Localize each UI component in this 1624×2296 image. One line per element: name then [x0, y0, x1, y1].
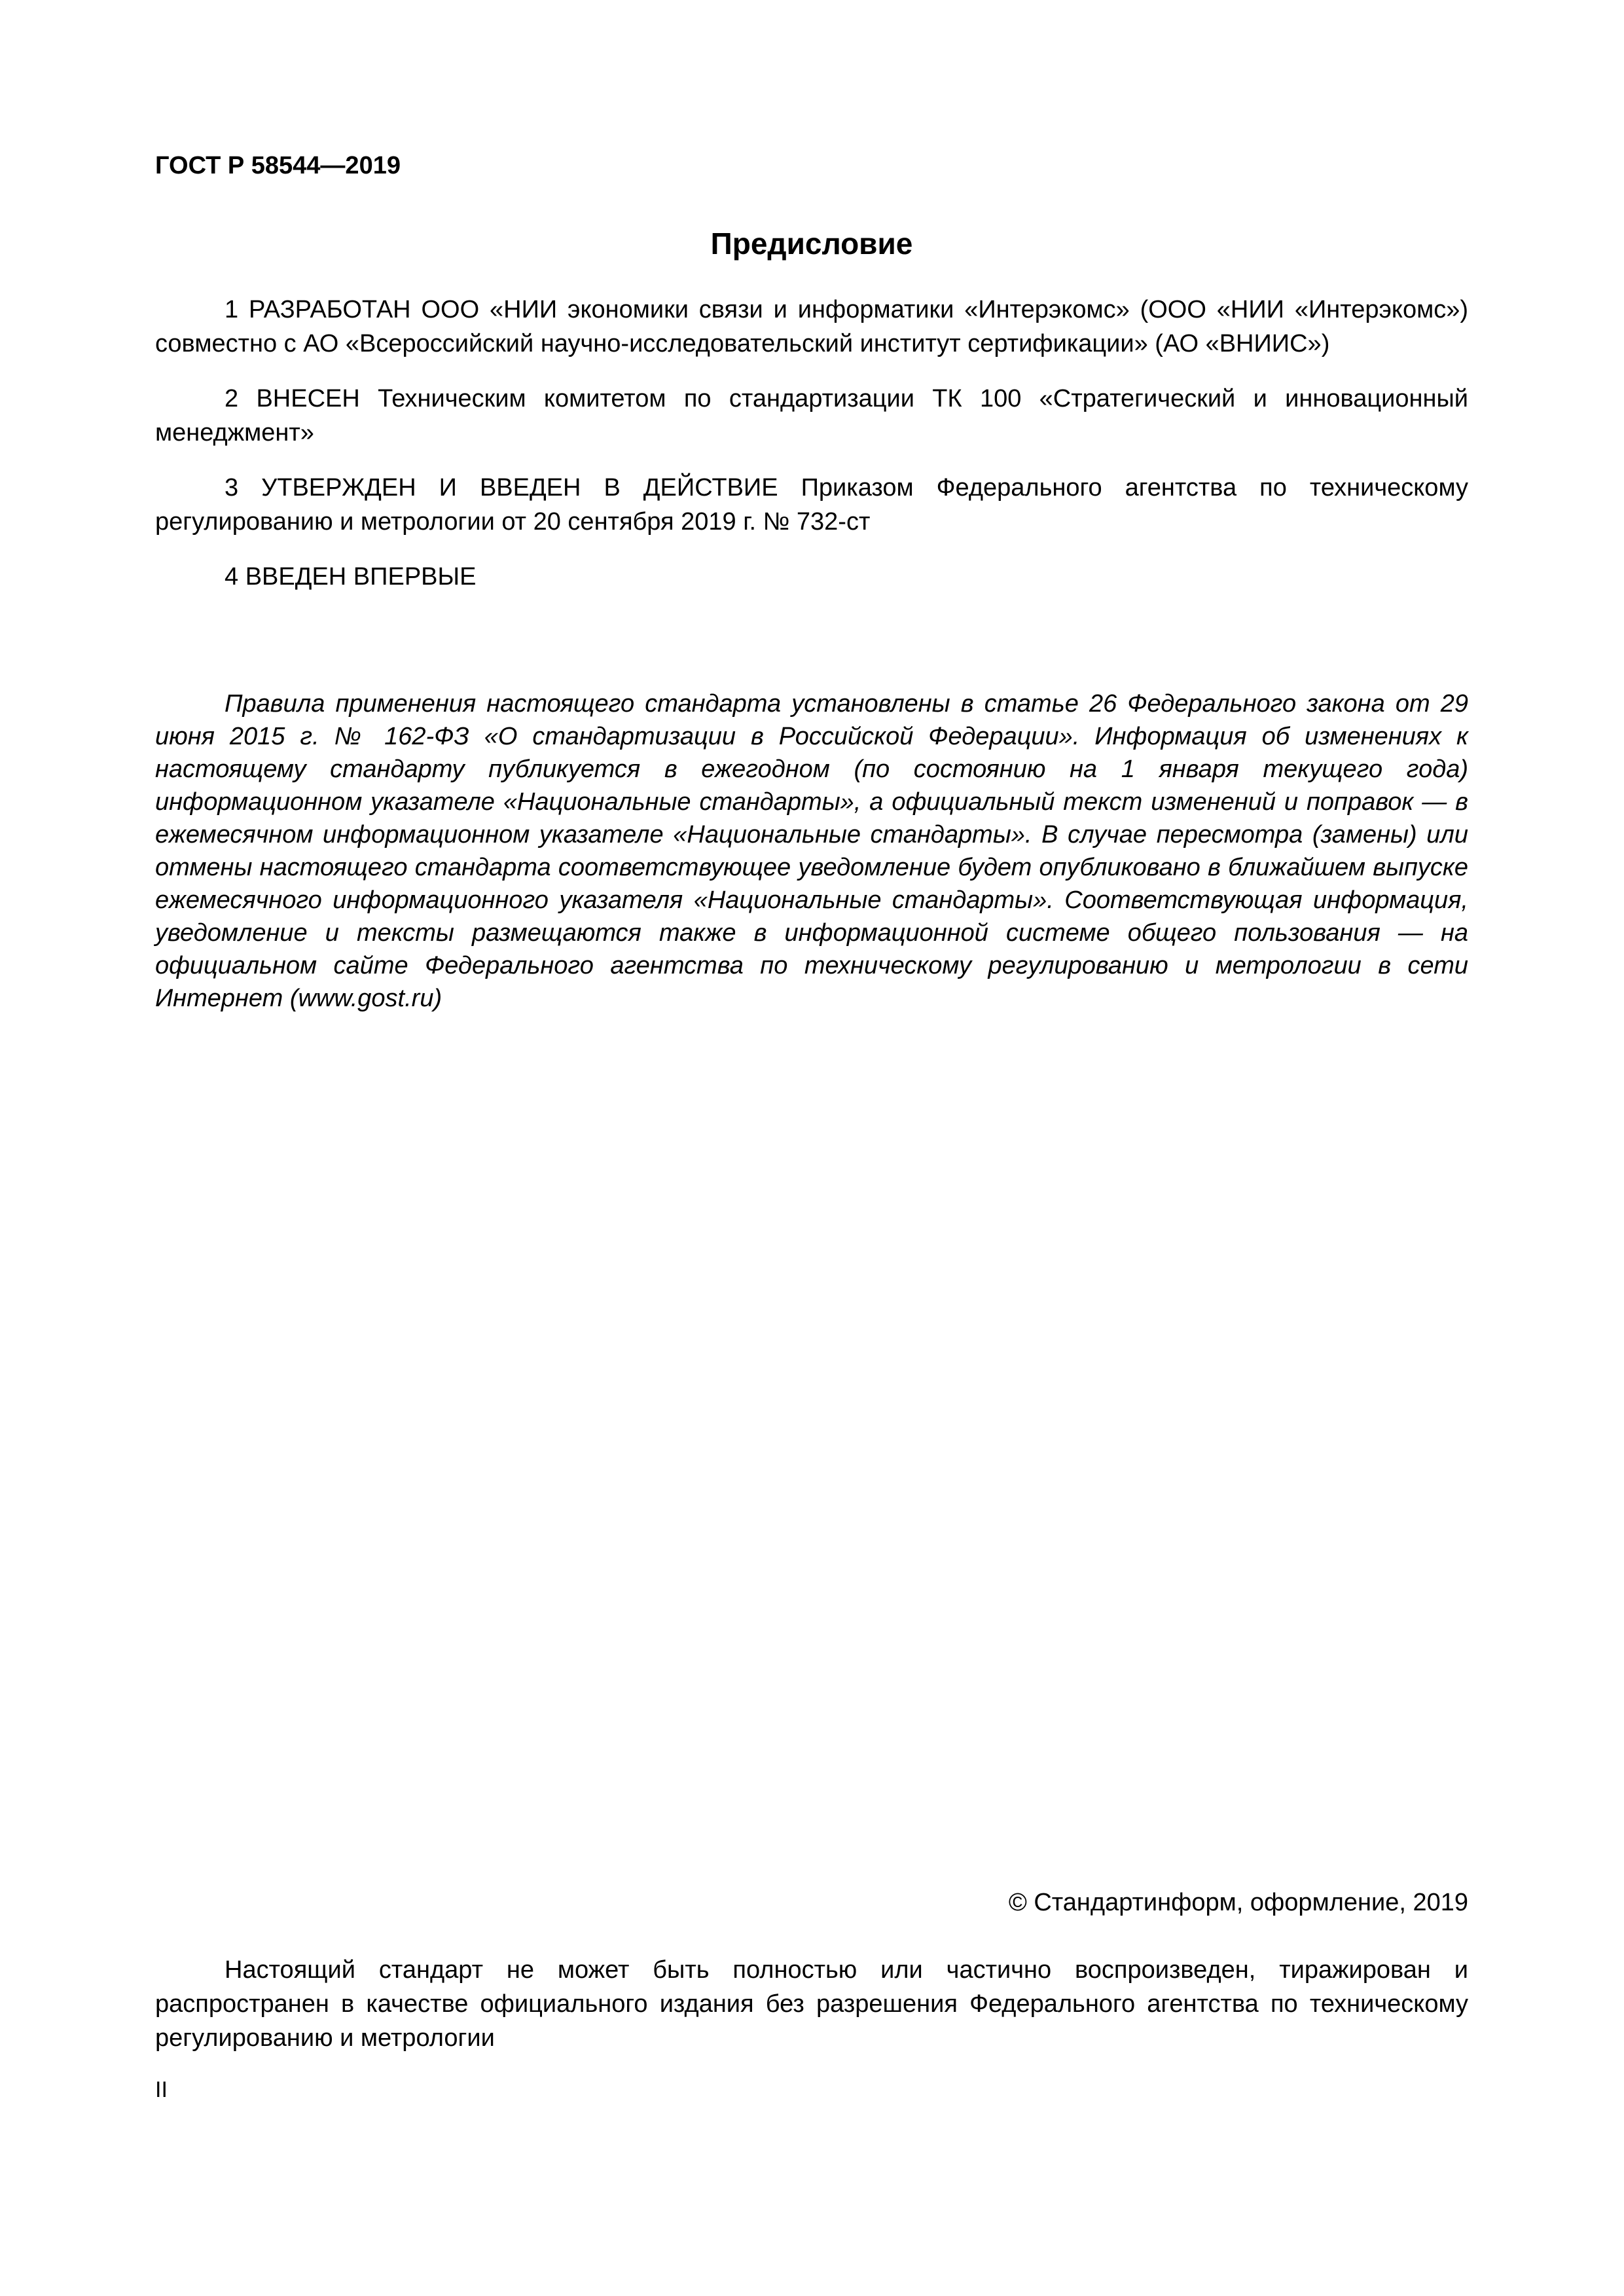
foreword-title: Предисловие	[710, 227, 913, 261]
foreword-item-4: 4 ВВЕДЕН ВПЕРВЫЕ	[225, 563, 477, 591]
foreword-item-2: 2 ВНЕСЕН Техническим комитетом по стандартизации ТК 100 «Стратегический и инновационный менеджмент»	[155, 385, 1468, 446]
reproduction-notice: Настоящий стандарт не может быть полностью или частично воспроизведен, тиражирован и распространен в качестве официального издания без разрешения Федерального агентства по техническому регулированию и метрологии	[155, 1956, 1468, 2052]
copyright-notice: © Стандартинформ, оформление, 2019	[1008, 1889, 1468, 1916]
foreword-item-3: 3 УТВЕРЖДЕН И ВВЕДЕН В ДЕЙСТВИЕ Приказом Федерального агентства по техническому регулированию и метрологии от 20 сентября 2019 г. № 732-ст	[155, 474, 1468, 536]
rules-notice: Правила применения настоящего стандарта установлены в статье 26 Федерального закона от 29 июня 2015 г. № 162-ФЗ «О стандартизации в Российской Федерации». Информация об изменениях к настоящему стандарту публикуется в ежегодном (по состоянию на 1 января текущего года) информационном указателе «Национальные стандарты», а официальный текст изменений и поправок — в ежемесячном информационном указателе «Национальные стандарты». В случае пересмотра (замены) или отмены настоящего стандарта соответствующее уведомление будет опубликовано в ближайшем выпуске ежемесячного информационного указателя «Национальные стандарты». Соответствующая информация, уведомление и тексты размещаются также в информационной системе общего пользования — на официальном сайте Федерального агентства по техническому регулированию и метрологии в сети Интернет (www.gost.ru)	[155, 690, 1468, 1012]
document-code: ГОСТ Р 58544—2019	[155, 152, 401, 179]
page-number: II	[155, 2077, 168, 2102]
foreword-item-1: 1 РАЗРАБОТАН ООО «НИИ экономики связи и информатики «Интерэкомс» (ООО «НИИ «Интерэкомс») совместно с АО «Всероссийский научно-исследовательский институт сертификации» (АО «ВНИИС»)	[155, 296, 1468, 357]
